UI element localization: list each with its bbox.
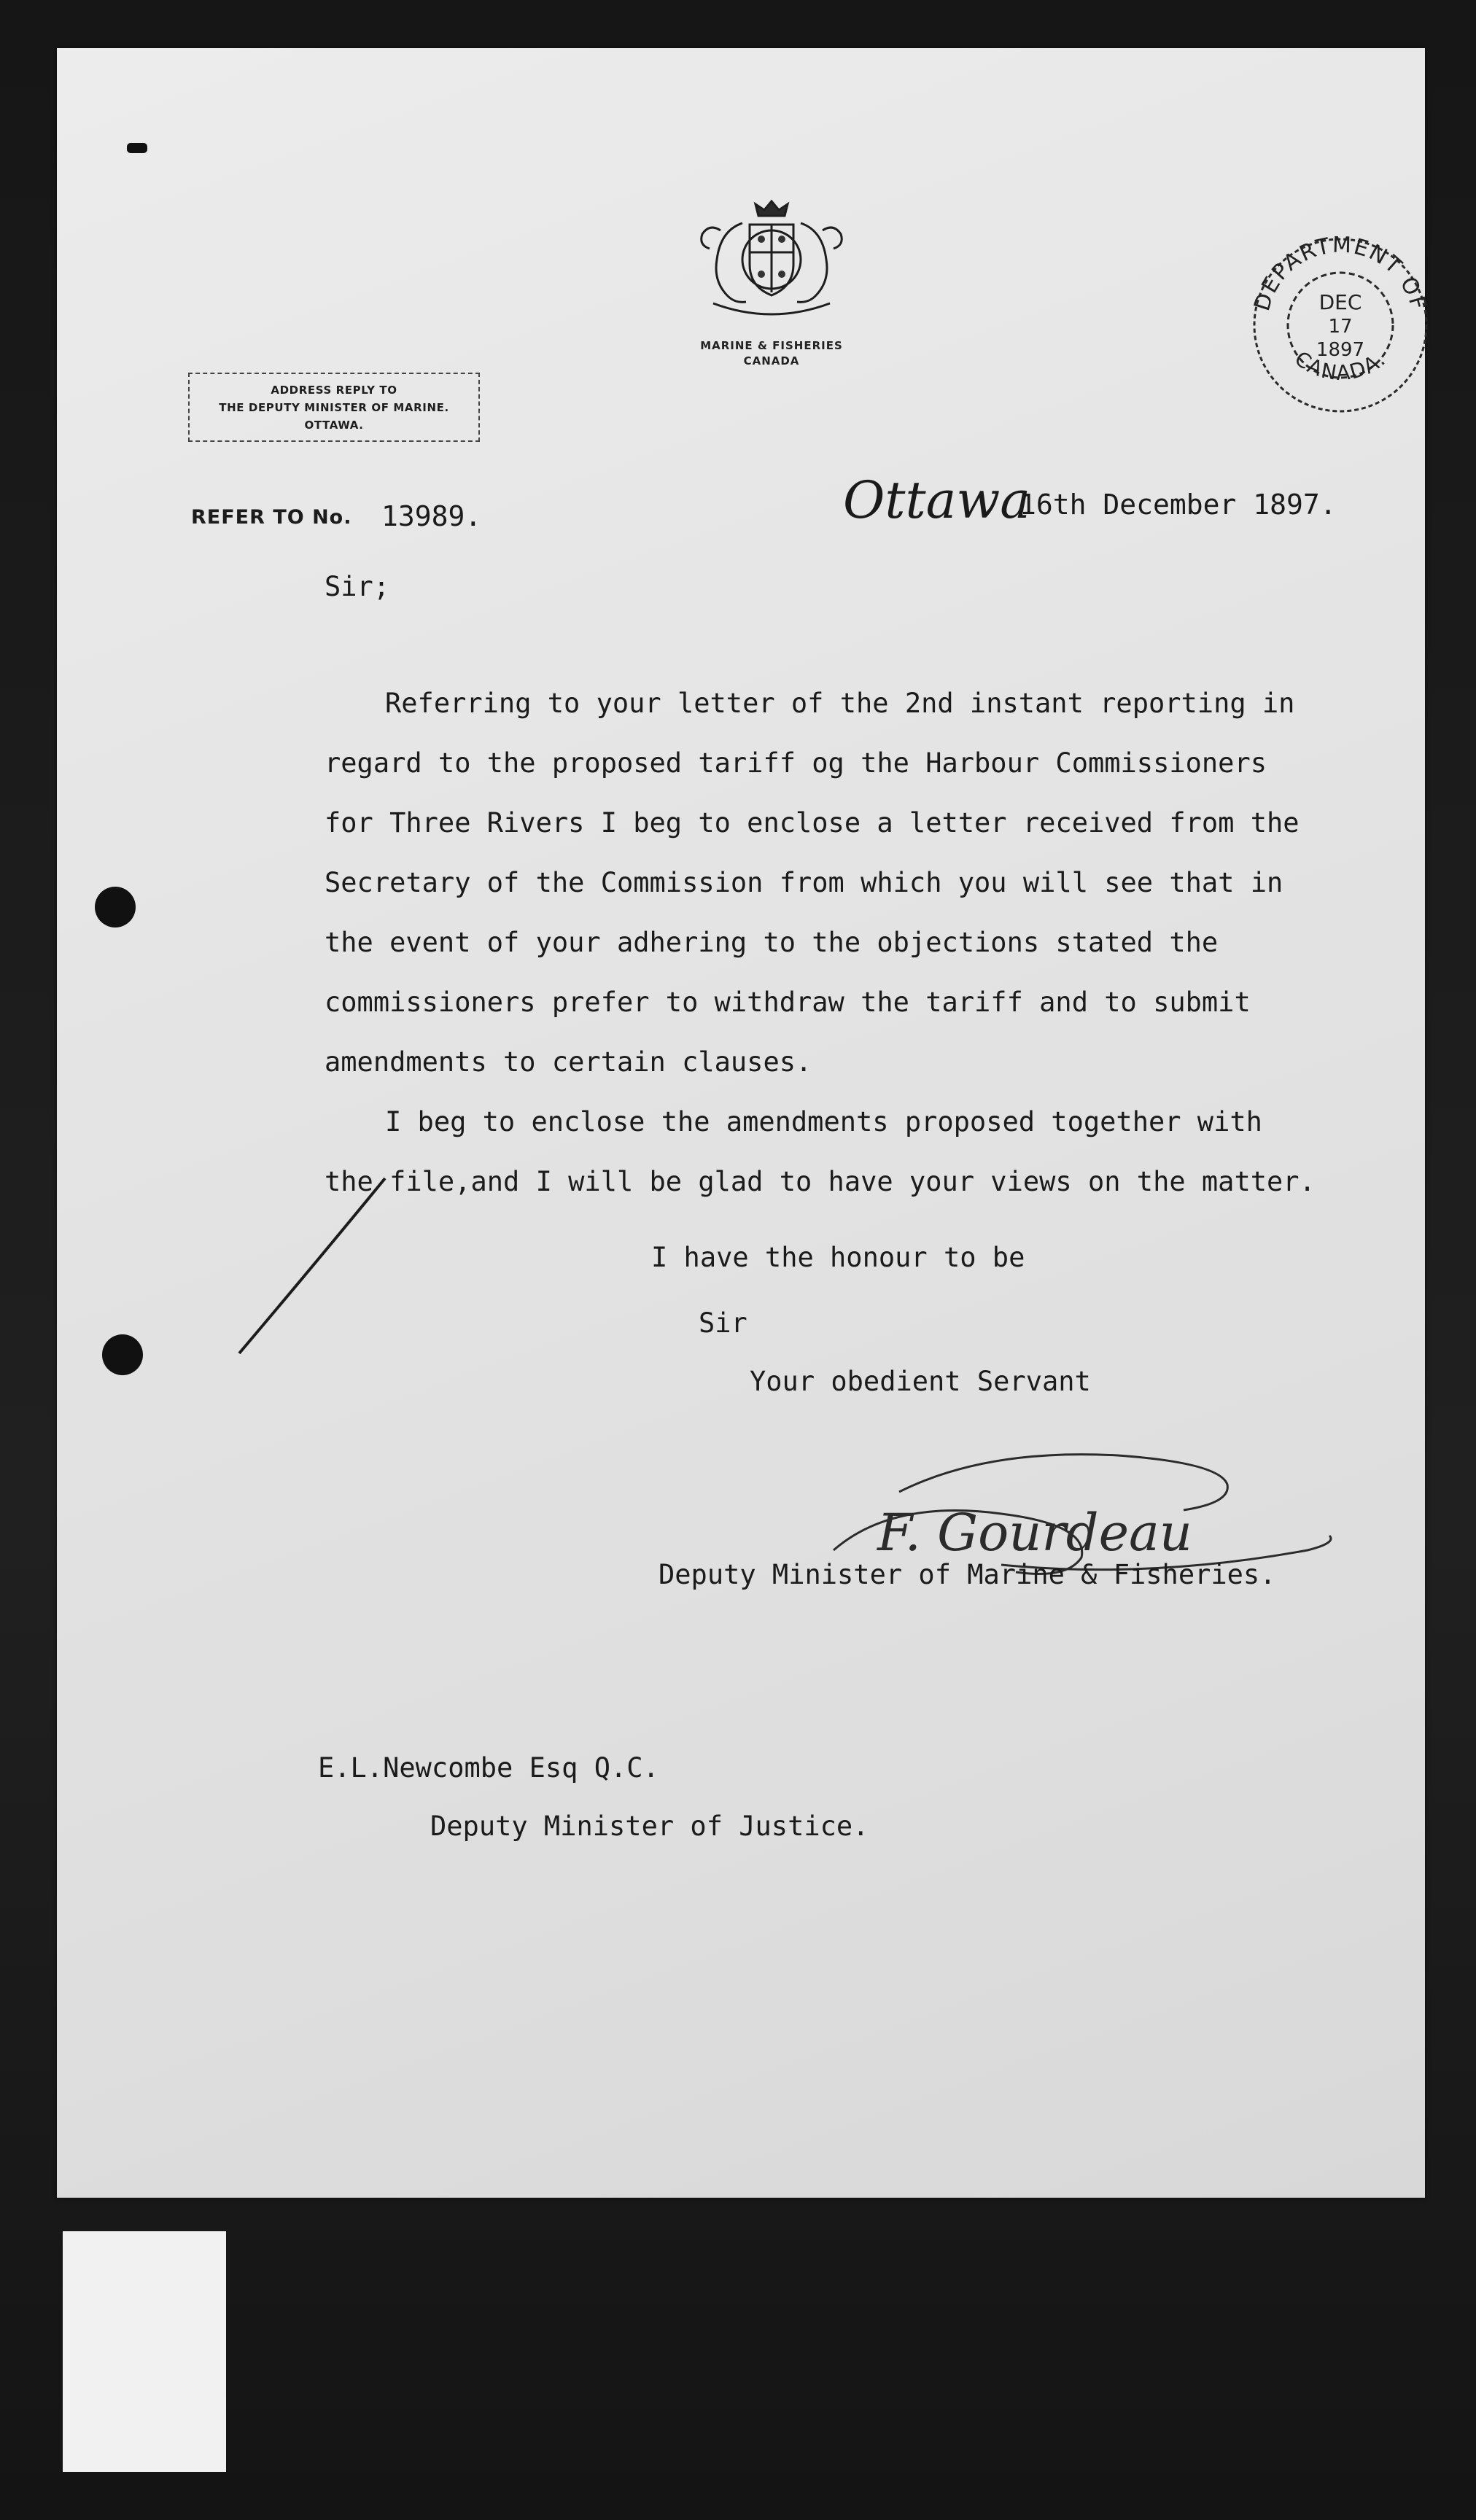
- closing-line-3: Your obedient Servant: [750, 1366, 1091, 1397]
- stamp-bottom-text: CANADA.: [1290, 346, 1391, 386]
- address-line-3: OTTAWA.: [304, 419, 364, 432]
- body-line: Referring to your letter of the 2nd instant reporting in: [385, 688, 1295, 719]
- address-reply-box: [188, 373, 480, 442]
- body-line: I beg to enclose the amendments proposed together with: [385, 1106, 1262, 1138]
- body-line: Secretary of the Commission from which you will see that in: [325, 867, 1283, 898]
- body-line: commissioners prefer to withdraw the tariff and to submit: [325, 987, 1251, 1018]
- closing-line-1: I have the honour to be: [651, 1242, 1025, 1273]
- body-line: regard to the proposed tariff og the Harbour Commissioners: [325, 747, 1267, 779]
- crest-caption-line2: CANADA: [743, 354, 800, 368]
- body-line: the event of your adhering to the objections stated the: [325, 927, 1219, 958]
- crest-caption: [684, 338, 859, 369]
- royal-crest-icon: [684, 194, 859, 325]
- punch-hole: [95, 887, 136, 928]
- stamp-month: DEC: [1318, 290, 1362, 314]
- ink-mark: [127, 143, 147, 153]
- stamp-day: 17: [1328, 316, 1353, 338]
- signatory-title: Deputy Minister of Marine & Fisheries.: [659, 1559, 1276, 1590]
- address-line-2: THE DEPUTY MINISTER OF MARINE.: [219, 401, 449, 414]
- crest-caption-line1: MARINE & FISHERIES: [700, 339, 843, 352]
- margin-pen-mark: [232, 1171, 392, 1368]
- place-name: Ottawa: [843, 470, 1031, 530]
- letter-date: 16th December 1897.: [1019, 489, 1337, 521]
- letter-page: [57, 48, 1432, 2198]
- stamp-top-text: DEPARTMENT OF: [1249, 232, 1432, 314]
- signature-text: F. Gourdeau: [877, 1503, 1192, 1563]
- salutation: Sir;: [325, 571, 390, 602]
- recipient-title: Deputy Minister of Justice.: [430, 1811, 869, 1842]
- stamp-year: 1897: [1316, 339, 1365, 361]
- body-line: for Three Rivers I beg to enclose a letter received from the: [325, 807, 1300, 839]
- body-line: the file,and I will be glad to have your views on the matter.: [325, 1166, 1316, 1197]
- body-line: amendments to certain clauses.: [325, 1046, 812, 1078]
- recipient-name: E.L.Newcombe Esq Q.C.: [318, 1752, 659, 1784]
- closing-line-2: Sir: [699, 1307, 747, 1339]
- archive-label-card: [63, 2231, 226, 2472]
- punch-hole: [102, 1334, 143, 1375]
- reference-number: 13989.: [381, 500, 482, 532]
- refer-to-label: REFER TO No.: [191, 506, 352, 529]
- address-line-1: ADDRESS REPLY TO: [271, 384, 397, 397]
- received-stamp: [1242, 223, 1439, 420]
